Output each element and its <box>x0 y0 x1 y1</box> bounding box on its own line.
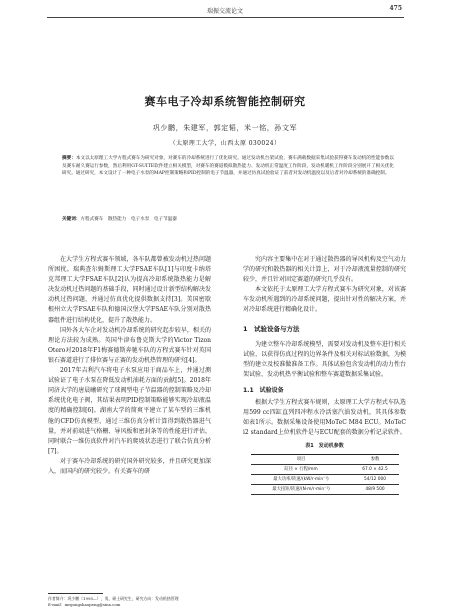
table-cell: 48/9 500 <box>351 484 399 494</box>
footnote-rule <box>48 593 103 594</box>
paper-affiliation: （太原理工大学，山西太原 030024） <box>169 140 281 147</box>
table-caption: 表1 发动机参数 <box>305 442 344 449</box>
table-cell: 缸径 × 行程/mm <box>251 464 351 474</box>
left-column <box>48 255 211 477</box>
author-email: E-mail：mrgongshaopeng@sina.com <box>48 601 121 607</box>
paper-title: 赛车电子冷却系统智能控制研究 <box>144 95 306 108</box>
right-column <box>243 255 406 495</box>
keywords <box>62 216 394 222</box>
table-header-row <box>251 454 399 464</box>
engine-params-table <box>251 454 399 495</box>
body-paragraph: 2017年吉利汽车将电子水泵应用于商品车上，并通过测试验证了电子水泵在降低发动机油耗方面的贡献[5]。2018年同济大学的唐晨曦研究了球阀型电子节温器的控制策略及冷却系统优化电子阀，其结果表明PID控制策略能够实现冷却液温度的精确控制[6]。湖南大学的简爽平建立了某车型的三维机舱的CFD仿真模型，通过三维仿真分析计算得到散热器进气量，并对前端进气格栅、导风板和密封条等的性能进行评估，同时联合一维仿真软件对汽车的爬坡状态进行了联合仿真分析[7]。 <box>48 367 211 455</box>
abstract <box>62 155 394 178</box>
subsection-heading: 1.1 试验设备 <box>243 387 284 395</box>
body-paragraph: 根据大学生方程式赛车规则，太原理工大学方程式车队选用599 cc四缸直列四冲程水冷活塞汽油发动机，其具体参数如表1所示。数据采集设备使用MoTeC M84 ECU。MoTeC i2 standard上位机软件是与ECU配套的数据分析记录软件。 <box>243 399 406 437</box>
abstract-text: 本文以太原理工大学方程式赛车为研究对象，对赛车的冷却系统进行了优化研究。通过发动机台架试验，赛车满载数据采集试验获得赛车发动机的性能参数以及赛车耐久赛运行参数，然后利用GT-SUITE软件建立相关模型，对赛车的赛道模拟散热能力、发动机正常温度工作阶段、发动机暖机工作阶段分别展开了相关优化研究。通过研究，本文设计了一种电子水泵的MAP控制策略和PID控制的电子节温器，并通过仿真试验验证了前者对发动机温度以及后者对冷却系统的准确控制。 <box>62 156 394 177</box>
running-header-section: 瑞振交流论文 <box>206 8 243 15</box>
table-cell: 67.0 × 42.5 <box>351 464 399 474</box>
body-paragraph: 对于赛车冷却系统的研究国外研究较多，并且研究更加深入，而国内的研究较少。有关赛车的研 <box>48 457 211 475</box>
keywords-text: 方程式赛车 散热能力 电子水泵 电子节温器 <box>80 217 177 222</box>
table-header-cell: 参数 <box>351 454 399 464</box>
body-paragraph: 在大学生方程式赛车领域，各车队都曾被发动机过热问题所困扰。瑞典查尔姆斯理工大学FSAE车队[1]与印度卡纳塔克邦理工大学FSAE车队[2]认为提高冷却系统散热能力是解决发动机过热问题的基础手段，同时通过设计新型结构解决发动机过热问题，并通过仿真优化提供数据支持[3]。美国密歇根州立大学FSAE车队和德国汉堡大学FSAE车队分别对散热器组件进行结构优化，提升了散热能力。 <box>48 256 211 324</box>
paper-authors: 巩少鹏，朱建军，郭定韬，米一铭，孙文军 <box>152 124 298 132</box>
section-heading: 1 试验设备与方法 <box>243 324 300 333</box>
author-info: 作者简介：巩少鹏（1995—），男，硕士研究生，研究方向：发动机热管理 <box>48 596 179 601</box>
body-paragraph: 本文依托于太原理工大学方程式赛车为研究对象，对该赛车发动机所遇到的冷却系统问题，提出针对性的解决方案，并对冷却系统进行精确化设计。 <box>243 286 406 314</box>
table-header-cell: 项目 <box>251 454 351 464</box>
table-row <box>251 484 399 494</box>
abstract-label: 摘要： <box>62 156 76 161</box>
table-cell: 最大功率/转速/(kW/r·min⁻¹) <box>251 474 351 484</box>
keywords-label: 关键词： <box>62 217 81 222</box>
body-paragraph: 为建立整车冷却系统模型，需要对发动机及整车进行相关试验，以获得仿真过程的边界条件及相关对标试验数据，为模型的建立及校准做准备工作。具体试验包含发动机的动力性台架试验、发动机热平衡试验和整车赛道数据采集试验。 <box>243 340 406 378</box>
table-cell: 54/12 000 <box>351 474 399 484</box>
page-number: 475 <box>389 5 402 12</box>
body-paragraph: 究内容主要集中在对于通过散热器的导风机构及空气动力学的研究和散热器的相关计算上，对于冷却液流量控制的研究较少，并且针对固定赛道的研究几乎没有。 <box>243 256 406 284</box>
table-cell: 最大扭矩/转速/(N·m/r·min⁻¹) <box>251 484 351 494</box>
footnote <box>48 596 218 607</box>
body-paragraph: 国外各大车企对发动机冷却系统的研究起步较早，相关的理论方法较为成熟。英国牛津布鲁克斯大学的Victor Tizon Otero对2018年F1梅赛德斯奔驰车队的方程式赛车针对英国银石赛道进行了排位赛与正赛的发动机热管理的研究[4]。 <box>48 326 211 364</box>
header-rule <box>47 17 404 18</box>
table-row <box>251 464 399 474</box>
table-row <box>251 474 399 484</box>
